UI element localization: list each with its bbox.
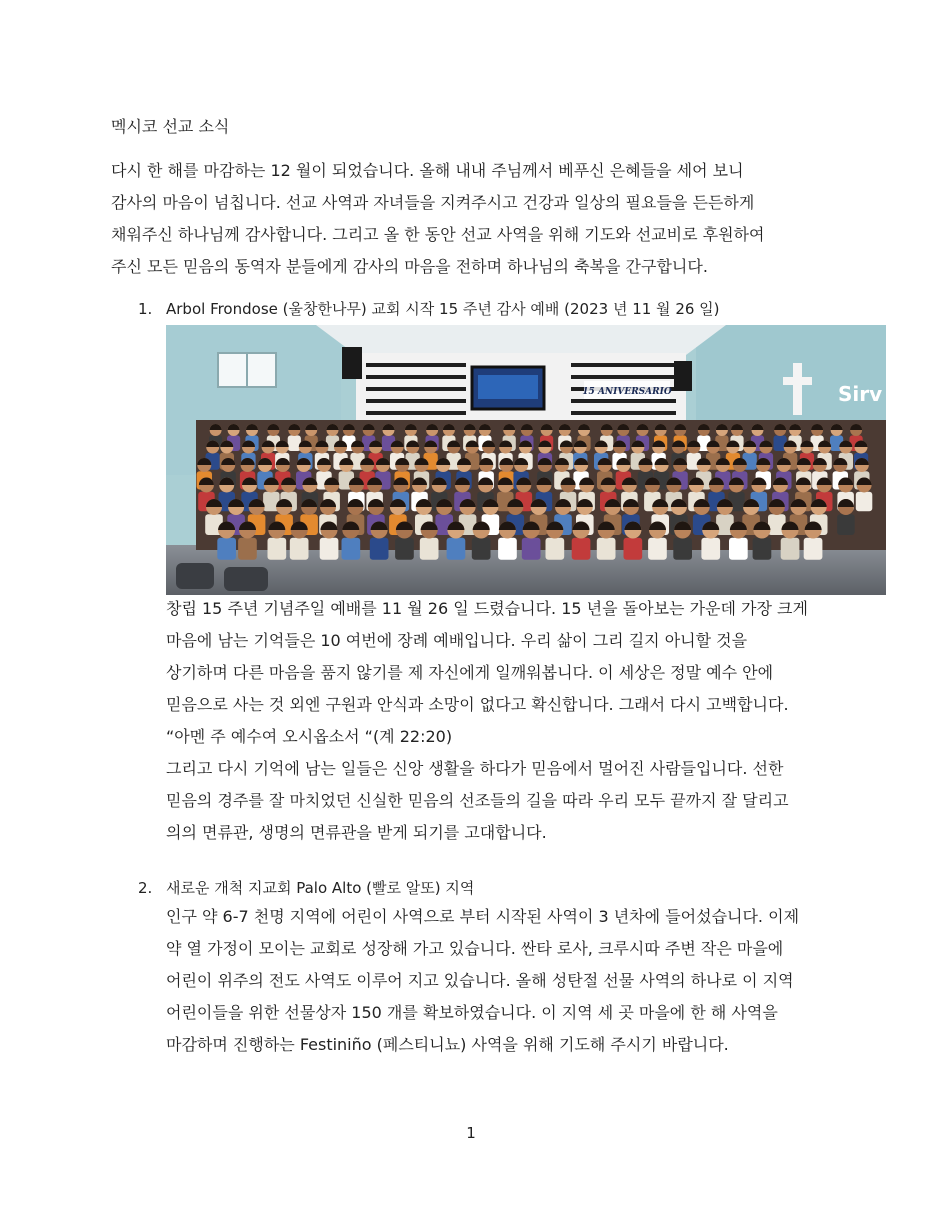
crowd-person-body (753, 538, 772, 560)
intro-line: 감사의 마음이 넘칩니다. 선교 사역과 자녀들을 지켜주시고 건강과 일상의 필요들을 든든하게 (111, 193, 755, 212)
crowd-person-body (320, 538, 339, 560)
photo-banner-text: 15 ANIVERSARIO (582, 387, 672, 397)
paragraph-line: 상기하며 다른 마음을 품지 않기를 제 자신에게 일깨워봅니다. 이 세상은 정말 예수 안에 (166, 663, 774, 682)
crowd-person-body (342, 538, 361, 560)
crowd-person-body (856, 492, 873, 512)
item-2-number: 2. (138, 879, 153, 897)
paragraph-line: 의의 면류관, 생명의 면류관을 받게 되기를 고대합니다. (166, 823, 547, 842)
paragraph-line: 창립 15 주년 기념주일 예배를 11 월 26 일 드렸습니다. 15 년을 돌아보는 가운데 가장 크게 (166, 599, 808, 618)
intro-line: 주신 모든 믿음의 동역자 분들에게 감사의 마음을 전하며 하나님의 축복을 간구합니다. (111, 257, 708, 276)
crowd-person-body (837, 514, 855, 535)
crowd-person-body (729, 538, 748, 560)
item-1-heading (138, 298, 720, 320)
paragraph-line: 약 열 가정이 모이는 교회로 성장해 가고 있습니다. 싼타 로사, 크루시따 주변 작은 마을에 (166, 939, 784, 958)
item-2-paragraph (166, 904, 846, 1064)
crowd-person-body (288, 435, 301, 451)
crowd-person-body (420, 538, 439, 560)
church-anniversary-photo (166, 325, 886, 595)
crowd-person-body (673, 538, 692, 560)
crowd-person-body (395, 538, 414, 560)
paragraph-line: 마음에 남는 기억들은 10 여번에 장례 예배입니다. 우리 삶이 그리 길지 아니할 것을 (166, 631, 748, 650)
item-2-heading (138, 877, 474, 899)
crowd-person-body (701, 538, 720, 560)
crowd-person-body (472, 538, 491, 560)
item-2-title: 새로운 개척 지교회 Palo Alto (빨로 알또) 지역 (166, 879, 475, 897)
crowd-person-body (522, 538, 541, 560)
crowd-person-body (781, 538, 800, 560)
paragraph-line: 믿음의 경주를 잘 마치었던 신실한 믿음의 선조들의 길을 따라 우리 모두 끝까지 잘 달리고 (166, 791, 789, 810)
item-1-title: Arbol Frondose (울창한나무) 교회 시작 15 주년 감사 예배 (2023 년 11 월 26 일) (166, 300, 720, 318)
crowd-person-body (546, 538, 565, 560)
crowd-person-body (804, 538, 823, 560)
item-1-number: 1. (138, 300, 153, 318)
crowd-person-body (370, 538, 389, 560)
crowd-person-body (290, 538, 309, 560)
intro-line: 채워주신 하나님께 감사합니다. 그리고 올 한 동안 선교 사역을 위해 기도와 선교비로 후원하여 (111, 225, 765, 244)
crowd-person-body (217, 538, 236, 560)
intro-paragraph (111, 158, 841, 286)
crowd-person-body (268, 538, 287, 560)
group-photo-image (166, 325, 886, 595)
paragraph-line: 그리고 다시 기억에 남는 일들은 신앙 생활을 하다가 믿음에서 멀어진 사람들입니다. 선한 (166, 759, 784, 778)
intro-line: 다시 한 해를 마감하는 12 월이 되었습니다. 올해 내내 주님께서 베푸신 은혜들을 세어 보니 (111, 161, 744, 180)
document-title: 멕시코 선교 소식 (111, 117, 230, 136)
paragraph-line: 어린이들을 위한 선물상자 150 개를 확보하였습니다. 이 지역 세 곳 마을에 한 해 사역을 (166, 1003, 778, 1022)
crowd-person-body (447, 538, 466, 560)
paragraph-line: 어린이 위주의 전도 사역도 이루어 지고 있습니다. 올해 성탄절 선물 사역의 하나로 이 지역 (166, 971, 794, 990)
photo-wall-text: Sirv (838, 382, 883, 406)
crowd-person-body (648, 538, 667, 560)
paragraph-line: 인구 약 6-7 천명 지역에 어린이 사역으로 부터 시작된 사역이 3 년차에 들어섰습니다. 이제 (166, 907, 800, 926)
crowd-person-body (238, 538, 257, 560)
crowd-person-body (498, 538, 517, 560)
crowd-person-body (572, 538, 591, 560)
crowd-person-body (597, 538, 616, 560)
page-number: 1 (466, 1124, 476, 1142)
item-1-paragraph (166, 596, 846, 852)
crowd-person-body (624, 538, 643, 560)
paragraph-line: 믿음으로 사는 것 외엔 구원과 안식과 소망이 없다고 확신합니다. 그래서 다시 고백합니다. (166, 695, 789, 714)
paragraph-line: 마감하며 진행하는 Festiniño (페스티니뇨) 사역을 위해 기도해 주시기 바랍니다. (166, 1035, 729, 1054)
bible-verse-line: “아멘 주 예수여 오시옵소서 “(계 22:20) (166, 727, 453, 746)
